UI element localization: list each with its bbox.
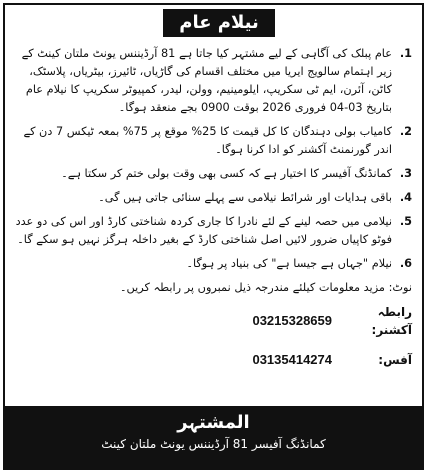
clause-number: 6. [399,257,412,270]
advertiser-footer [5,406,422,468]
clause-1 [13,45,412,117]
clause-number: 5. [399,215,412,228]
phone-number[interactable]: 03215328659 [252,313,332,328]
phone-number[interactable]: 03135414274 [252,352,332,367]
clause-number: 4. [399,191,412,204]
clause-number: 1. [399,47,412,60]
ad-body [13,45,412,369]
advertiser-heading: المشتہر [177,412,250,433]
advertisement [3,3,424,470]
clause-6 [13,255,412,273]
clause-number: 3. [399,167,412,180]
clause-3 [13,165,412,183]
clause-5 [13,213,412,249]
clause-text: عام پبلک کی آگاہی کے لیے مشتہر کیا جاتا ہے 81 آرڈیننس یونٹ ملتان کینٹ کے زیر اہتمام سالویج ایریا میں مختلف اقسام کی گاڑیاں، ٹائیرز، بیٹریاں، پلاسٹک، کاٹن، آئرن، ایم ٹی سکریپ، ایلومینیم، وولن، لیدر، کمپیوٹر سکریپ کا نیلام عام بتاریخ 03-04 فروری 2026 بوقت 0900 بجے منعقد ہوگا۔ [21,47,392,114]
clause-2 [13,123,412,159]
clause-text: کمانڈنگ آفیسر کا اختیار ہے کہ کسی بھی وقت بولی ختم کر سکتا ہے۔ [61,167,392,180]
info-note: نوٹ: مزید معلومات کیلئے مندرجہ ذیل نمبروں پر رابطہ کریں۔ [119,281,412,294]
clause-text: نیلام "جہاں ہے جیسا ہے" کی بنیاد پر ہوگا۔ [186,257,392,270]
contact-office [13,351,412,369]
clause-number: 2. [399,125,412,138]
clause-text: کامیاب بولی دہندگان کا کل قیمت کا 25% موقع پر 75% بمعہ ٹیکس 7 دن کے اندر گورنمنٹ آکشنر کو ادا کرنا ہوگا۔ [23,125,392,156]
contact-label: رابطہ آکشنر: [371,305,412,337]
advertiser-name: کمانڈنگ آفیسر 81 آرڈیننس یونٹ ملتان کینٹ [101,437,326,451]
contact-auctioneer [13,303,412,339]
clause-text: باقی ہدایات اور شرائط نیلامی سے پہلے سنائی جاتی ہیں گی۔ [98,191,392,204]
contact-label: آفس: [378,353,412,367]
clause-text: نیلامی میں حصہ لینے کے لئے نادرا کا جاری کردہ شناختی کارڈ اور اس کی دو عدد فوٹو کاپیاں ضرور لائیں اصل شناختی کارڈ کے بغیر داخلہ ہرگز نہیں ہو سکے گا۔ [15,215,392,246]
ad-title: نیلام عام [163,9,275,37]
clause-4 [13,189,412,207]
